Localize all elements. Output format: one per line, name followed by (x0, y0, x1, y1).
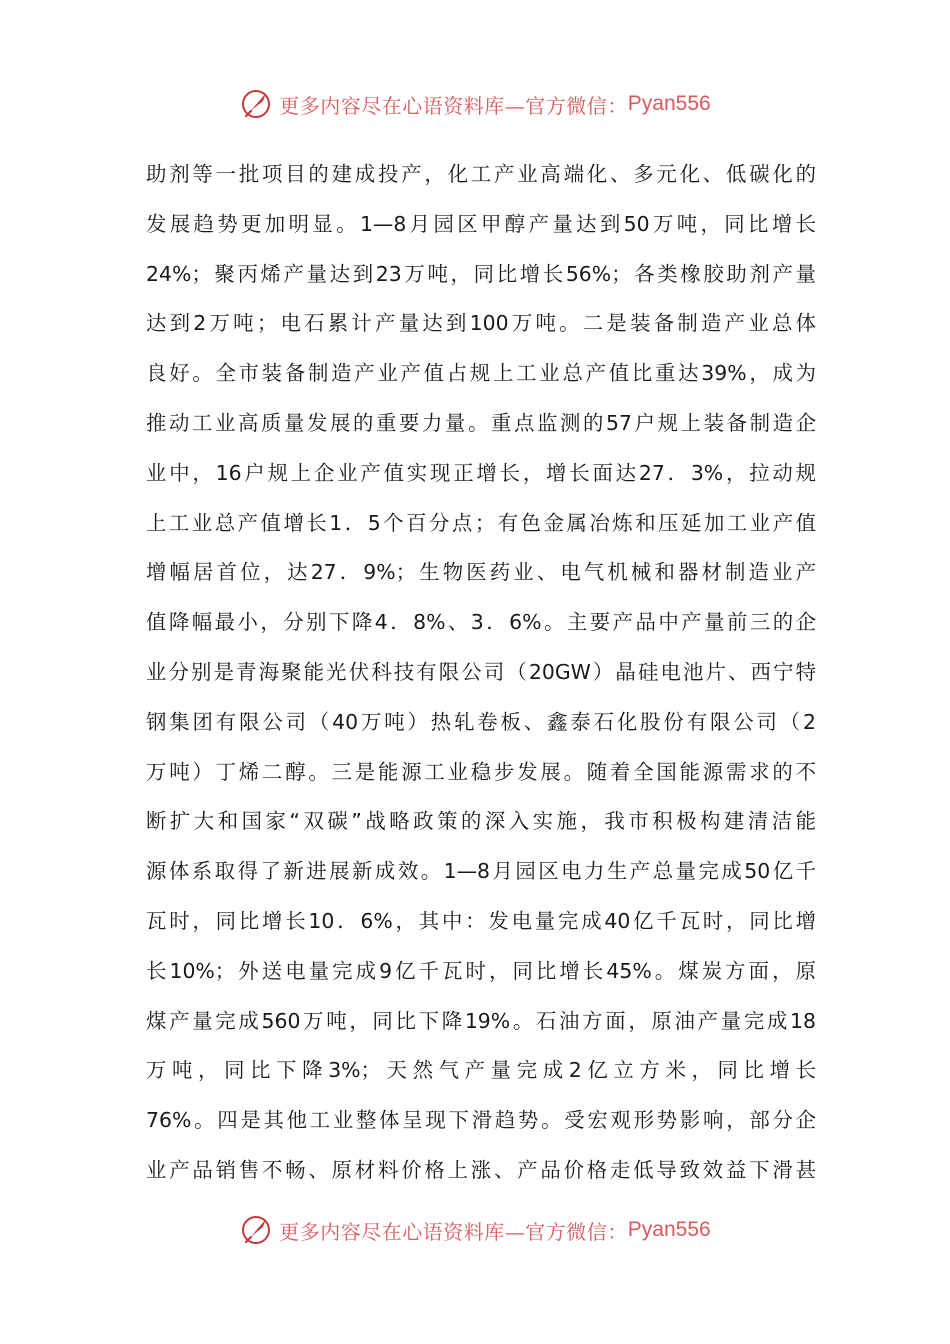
body-line: 增幅居首位，达27．9%；生物医药业、电气机械和器材制造业产 (146, 560, 816, 585)
body-line: 76%。四是其他工业整体呈现下滑趋势。受宏观形势影响，部分企 (146, 1108, 816, 1133)
body-line: 助剂等一批项目的建成投产，化工产业高端化、多元化、低碳化的 (146, 162, 816, 186)
body-line: 推动工业高质量发展的重要力量。重点监测的57户规上装备制造企 (146, 410, 816, 435)
body-line: 断扩大和国家“双碳”战略政策的深入实施，我市积极构建清洁能 (146, 809, 816, 834)
body-line: 业产品销售不畅、原材料价格上涨、产品价格走低导致效益下滑甚 (146, 1157, 816, 1182)
body-line: 发展趋势更加明显。1—8月园区甲醇产量达到50万吨，同比增长 (146, 211, 816, 236)
footer-banner-text: 更多内容尽在心语资料库—官方微信： (279, 1219, 628, 1244)
body-line: 瓦时，同比增长10．6%，其中：发电量完成40亿千瓦时，同比增 (146, 908, 816, 933)
body-line: 上工业总产值增长1．5个百分点；有色金属冶炼和压延加工业产值 (146, 510, 816, 535)
body-line: 万吨）丁烯二醇。三是能源工业稳步发展。随着全国能源需求的不 (146, 759, 816, 784)
header-wechat-id: Pyan556 (627, 92, 711, 115)
body-line: 长10%；外送电量完成9亿千瓦时，同比增长45%。煤炭方面，原 (146, 958, 816, 983)
quill-pen-logo-icon (239, 87, 273, 121)
body-line: 源体系取得了新进展新成效。1—8月园区电力生产总量完成50亿千 (146, 859, 816, 884)
body-line: 24%；聚丙烯产量达到23万吨，同比增长56%；各类橡胶助剂产量 (146, 261, 816, 286)
header-banner (0, 84, 950, 124)
document-body (146, 150, 816, 1196)
body-line: 业分别是青海聚能光伏科技有限公司（20GW）晶硅电池片、西宁特 (146, 659, 816, 684)
body-line: 万吨，同比下降3%；天然气产量完成2亿立方米，同比增长 (146, 1058, 816, 1083)
body-line: 业中，16户规上企业产值实现正增长，增长面达27．3%，拉动规 (146, 460, 816, 485)
footer-wechat-id: Pyan556 (627, 1218, 711, 1241)
footer-banner (0, 1210, 950, 1250)
body-line: 良好。全市装备制造产业产值占规上工业总产值比重达39%，成为 (146, 361, 816, 386)
header-banner-text: 更多内容尽在心语资料库—官方微信： (279, 93, 628, 118)
body-line: 煤产量完成560万吨，同比下降19%。石油方面，原油产量完成18 (146, 1008, 816, 1033)
body-line: 值降幅最小，分别下降4．8%、3．6%。主要产品中产量前三的企 (146, 610, 816, 635)
body-line: 达到2万吨；电石累计产量达到100万吨。二是装备制造产业总体 (146, 311, 816, 336)
body-line: 钢集团有限公司（40万吨）热轧卷板、鑫泰石化股份有限公司（2 (146, 709, 816, 734)
quill-pen-logo-icon (239, 1213, 273, 1247)
